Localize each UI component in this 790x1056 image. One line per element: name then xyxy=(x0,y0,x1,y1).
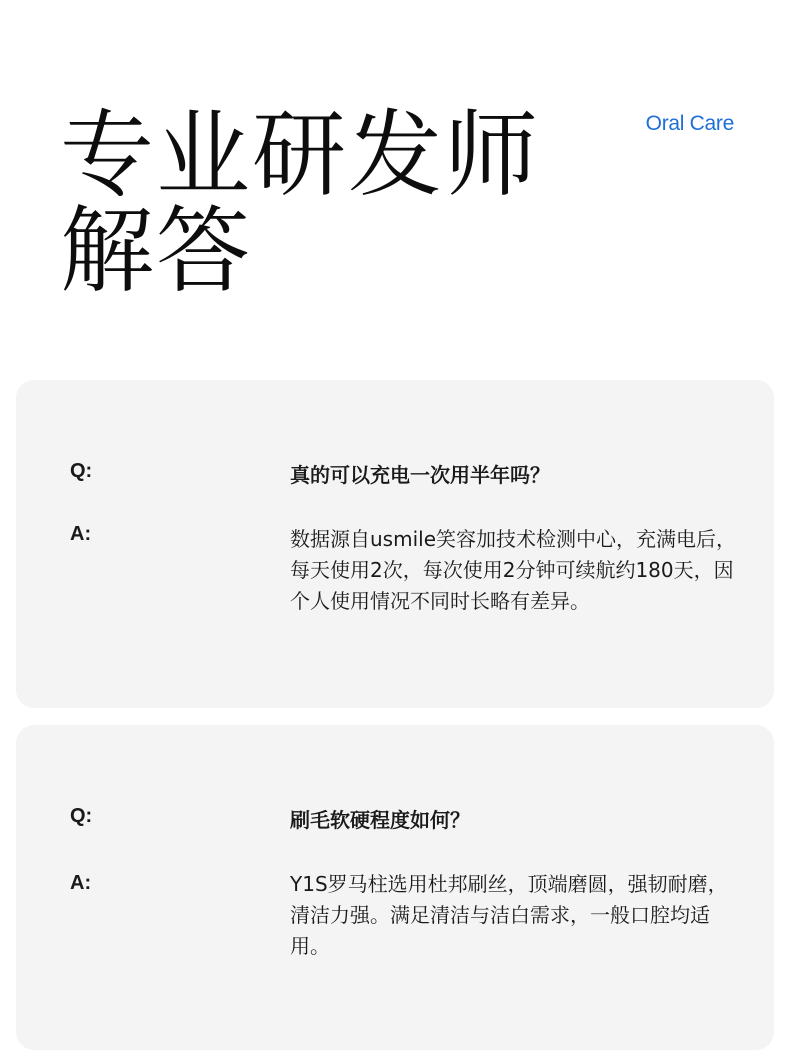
question-text: 刷毛软硬程度如何？ xyxy=(290,808,470,832)
brand-label: Oral Care xyxy=(645,112,734,135)
answer-text: 数据源自usmile笑容加技术检测中心，充满电后，每天使用2次，每次使用2分钟可续航约180天，因个人使用情况不同时长略有差异。 xyxy=(290,527,736,613)
page-title-line-2: 解答 xyxy=(60,197,253,306)
q-label: Q: xyxy=(70,805,93,827)
q-label: Q: xyxy=(70,460,93,482)
answer-text: Y1S罗马柱选用杜邦刷丝，顶端磨圆，强韧耐磨，清洁力强。满足清洁与洁白需求，一般口腔均适用。 xyxy=(290,872,728,958)
faq-card-1 xyxy=(16,380,774,708)
a-label: A: xyxy=(70,872,92,894)
page-title xyxy=(60,101,541,306)
question-text: 真的可以充电一次用半年吗？ xyxy=(290,463,550,487)
page-title-line-1: 专业研发师 xyxy=(60,101,541,210)
faq-card-2 xyxy=(16,725,774,1050)
a-label: A: xyxy=(70,523,92,545)
